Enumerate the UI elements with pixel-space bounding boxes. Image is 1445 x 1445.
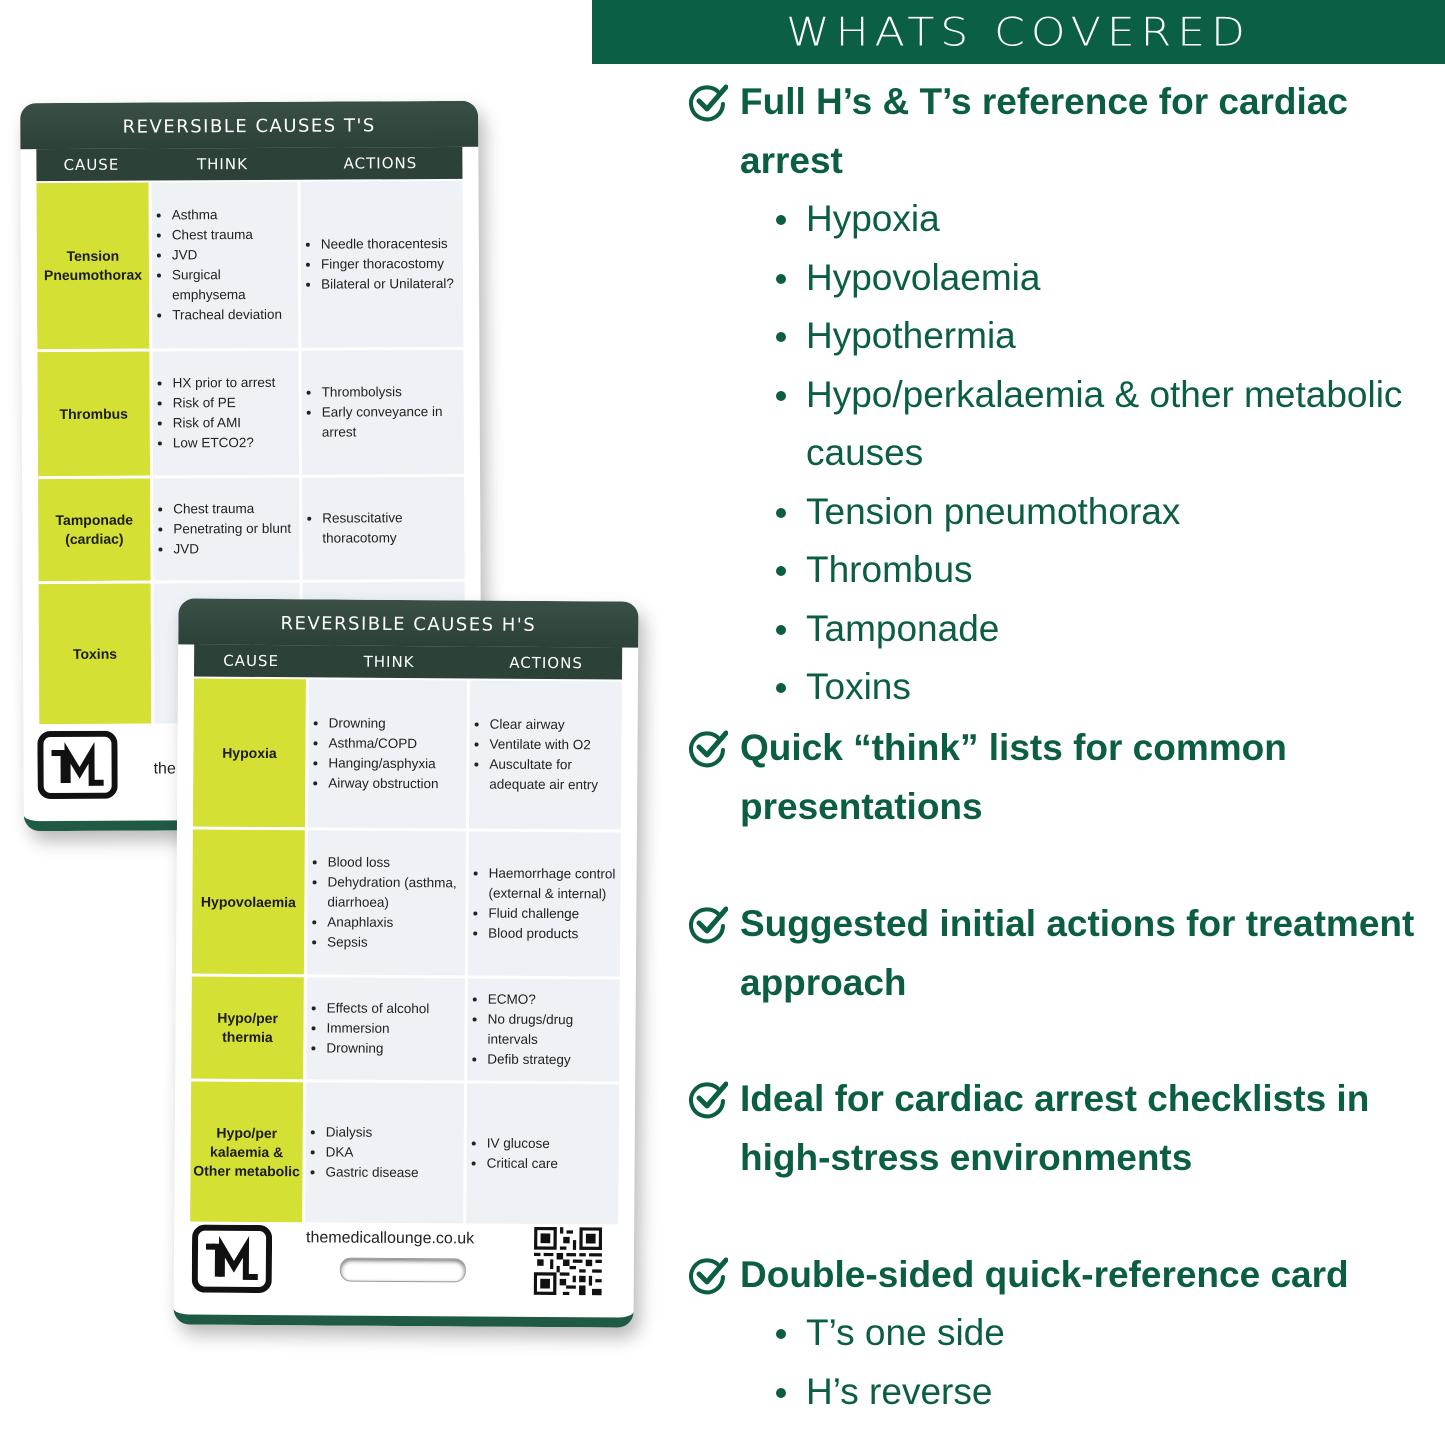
table-row [37,181,464,352]
think-cell [303,977,465,1080]
list-item: • IV glucose [487,1134,558,1154]
list-item: • Critical care [487,1154,558,1174]
list-item: • Chest trauma [172,225,298,246]
list-item: • HX prior to arrest [173,373,276,394]
think-cell [302,1082,464,1223]
cause-cell: Hypo/per kalaemia & Other metabolic [190,1082,303,1223]
actions-cell [298,181,464,348]
list-item: • JVD [173,539,291,560]
think-list [307,852,466,953]
list-item: • Surgical emphysema [172,265,298,306]
feature-heading-text: Suggested initial actions for treatment approach [740,903,1415,1003]
list-item: • Dehydration (asthma, diarrhoea) [327,872,465,913]
list-item: Toxins [776,658,1438,717]
feature-block [688,72,1438,717]
think-cell [149,182,299,349]
check-circle-icon [688,904,728,944]
feature-heading [688,894,1438,1012]
list-item: • Asthma/COPD [328,733,438,754]
feature-bullets [688,190,1438,717]
actions-list [467,1133,559,1174]
check-circle-icon [688,82,728,122]
actions-list [302,508,464,549]
actions-cell [299,477,465,580]
feature-block [688,718,1438,836]
list-item: • Sepsis [327,932,465,953]
list-item: • Low ETCO2? [173,433,276,454]
list-item: • Penetrating or blunt [173,519,291,540]
feature-heading-text: Quick “think” lists for common presentations [740,727,1287,827]
think-list [308,713,439,794]
cause-cell: Tension Pneumothorax [37,183,150,350]
feature-heading [688,1069,1438,1187]
feature-block [688,1245,1438,1421]
list-item: • Blood loss [328,852,466,873]
list-item: • Ventilate with O2 [489,735,619,756]
list-item: • Airway obstruction [328,773,438,794]
cause-cell: Hypovolaemia [192,830,305,975]
lanyard-slot [340,1258,466,1283]
check-circle-icon [688,1079,728,1119]
list-item: • Fluid challenge [488,904,618,925]
list-item: • Effects of alcohol [327,998,430,1019]
list-item: • Drowning [326,1038,429,1059]
table-row [38,477,465,584]
feature-heading-text: Ideal for cardiac arrest checklists in high-stress environments [740,1078,1370,1178]
think-cell [305,679,467,828]
card-hs-footer [174,1214,635,1317]
actions-list [468,863,619,944]
list-item: T’s one side [776,1304,1438,1363]
think-cell [150,478,300,581]
list-item: Hypo/perkalaemia & other metabolic causes [776,366,1438,483]
actions-list [469,714,620,795]
think-cell [304,830,466,975]
cause-cell: Tamponade (cardiac) [38,479,151,582]
list-item: • Asthma [172,205,298,226]
feature-heading [688,72,1438,190]
list-item: • Bilateral or Unilateral? [321,274,454,295]
actions-list [302,382,464,443]
list-item: • Finger thoracostomy [321,254,454,275]
think-list [153,499,291,560]
col-cause: CAUSE [223,651,280,671]
list-item: • Haemorrhage control (external & internal) [488,864,618,905]
feature-block [688,1069,1438,1187]
actions-cell [298,350,464,475]
table-row [192,830,621,980]
list-item: • Gastric disease [325,1162,418,1183]
card-ts-title: REVERSIBLE CAUSES T'S [20,101,478,149]
tml-logo [37,731,117,799]
list-item: • No drugs/drug intervals [487,1010,617,1051]
card-ts-column-header [36,147,462,181]
think-list [152,205,299,326]
table-row [193,679,622,833]
tml-logo [192,1225,272,1294]
feature-bullets [688,1304,1438,1421]
card-hs-table [190,679,622,1225]
list-item: • Immersion [326,1018,429,1039]
list-item: • Needle thoracentesis [321,234,454,255]
list-item: • ECMO? [488,990,618,1011]
col-actions: ACTIONS [343,154,418,173]
list-item: Tamponade [776,600,1438,659]
check-circle-icon [688,728,728,768]
list-item: Hypovolaemia [776,249,1438,308]
card-hs-url: themedicallounge.co.uk [306,1229,475,1248]
feature-heading [688,718,1438,836]
list-item: • Clear airway [490,715,620,736]
qr-code-icon [534,1227,602,1295]
list-item: • Chest trauma [173,499,291,520]
feature-heading-text: Full H’s & T’s reference for cardiac arrest [740,81,1348,181]
col-think: THINK [196,155,248,174]
check-circle-icon [688,1255,728,1295]
list-item: Tension pneumothorax [776,483,1438,542]
list-item: • Drowning [329,713,439,734]
card-hs [173,598,638,1327]
cause-cell: Thrombus [37,352,150,477]
list-item: • Resuscitative thoracotomy [322,508,464,549]
actions-cell [463,1083,617,1224]
list-item: H’s reverse [776,1363,1438,1422]
list-item: • DKA [326,1142,419,1163]
list-item: Hypothermia [776,307,1438,366]
col-think: THINK [363,652,415,672]
cause-cell: Hypo/per thermia [191,977,304,1080]
list-item: • Risk of AMI [173,413,276,434]
list-item: • Anaphlaxis [327,912,465,933]
list-item: • Blood products [488,924,618,945]
actions-cell [466,680,620,829]
card-hs-column-header [194,645,622,680]
list-item: • Hanging/asphyxia [328,753,438,774]
table-row [191,977,620,1085]
list-item: Hypoxia [776,190,1438,249]
header-banner [592,0,1445,64]
card-ts-url: the [153,760,176,778]
banner-title: WHATS COVERED [786,9,1251,55]
list-item: • Risk of PE [173,393,276,414]
actions-cell [464,978,618,1081]
list-item: Thrombus [776,541,1438,600]
think-cell [149,351,299,476]
feature-heading [688,1245,1438,1304]
think-list [153,373,276,454]
think-list [305,1122,418,1183]
think-list [306,998,429,1059]
col-cause: CAUSE [63,155,120,174]
actions-cell [465,831,619,976]
actions-list [301,234,454,295]
col-actions: ACTIONS [509,653,583,673]
card-hs-title: REVERSIBLE CAUSES H'S [178,598,638,647]
cause-cell: Hypoxia [193,679,306,828]
list-item: • Tracheal deviation [172,305,298,326]
list-item: • Dialysis [326,1122,419,1143]
feature-heading-text: Double-sided quick-reference card [740,1254,1349,1295]
list-item: • JVD [172,245,298,266]
table-row [190,1082,619,1225]
actions-list [467,989,618,1070]
table-row [37,350,464,479]
list-item: • Thrombolysis [322,382,464,403]
list-item: • Auscultate for adequate air entry [489,755,619,796]
list-item: • Early conveyance in arrest [322,402,464,443]
cause-cell: Toxins [39,584,152,725]
list-item: • Defib strategy [487,1050,617,1071]
feature-block [688,894,1438,1012]
